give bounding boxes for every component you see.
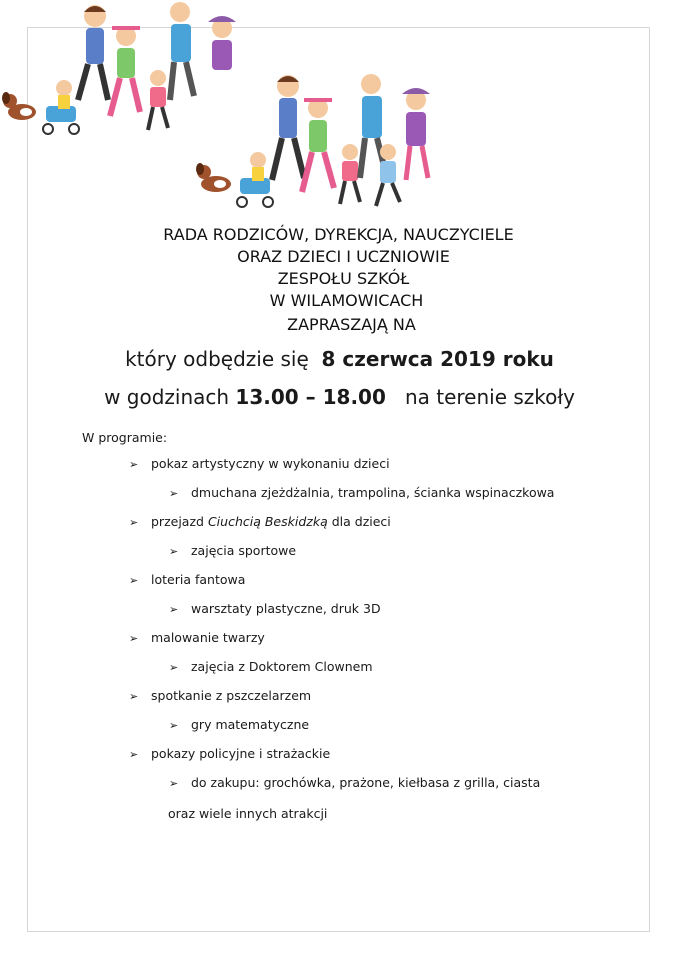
arrowhead-icon: ➢ — [169, 487, 179, 500]
arrowhead-icon: ➢ — [129, 516, 139, 529]
arrowhead-icon: ➢ — [169, 603, 179, 616]
mother-figure — [302, 98, 334, 192]
stroller-icon — [43, 80, 79, 134]
header-line-4: W WILAMOWICACH — [269, 291, 424, 310]
mother-figure — [110, 26, 140, 116]
program-item: ➢ pokazy policyjne i strażackie — [129, 746, 331, 761]
dog-icon — [196, 163, 231, 192]
arrowhead-icon: ➢ — [129, 458, 139, 471]
header-line-2: ORAZ DZIECI I UCZNIOWIE — [237, 247, 450, 266]
header-line-5: ZAPRASZAJĄ NA — [287, 315, 416, 334]
date-prefix: który odbędzie się — [125, 347, 309, 371]
arrowhead-icon: ➢ — [169, 545, 179, 558]
grandmother-figure — [402, 88, 430, 180]
arrowhead-icon: ➢ — [169, 719, 179, 732]
grandmother-figure — [208, 16, 236, 70]
family-running-illustration-center — [188, 70, 448, 215]
girl-figure — [148, 70, 168, 130]
program-item: ➢ warsztaty plastyczne, druk 3D — [169, 601, 381, 616]
arrowhead-icon: ➢ — [169, 661, 179, 674]
arrowhead-icon: ➢ — [169, 777, 179, 790]
program-item: ➢ malowanie twarzy — [129, 630, 265, 645]
arrowhead-icon: ➢ — [129, 690, 139, 703]
arrowhead-icon: ➢ — [129, 574, 139, 587]
program-item: ➢ zajęcia sportowe — [169, 543, 297, 558]
header-line-3: ZESPOŁU SZKÓŁ — [277, 269, 410, 288]
program-item: ➢ dmuchana zjeżdżalnia, trampolina, ścianka wspinaczkowa — [169, 485, 555, 500]
program-item: ➢ pokaz artystyczny w wykonaniu dzieci — [129, 456, 390, 471]
event-date: 8 czerwca 2019 roku — [321, 347, 554, 371]
arrowhead-icon: ➢ — [129, 632, 139, 645]
location-text: na terenie szkoły — [404, 385, 575, 409]
event-date-line — [0, 345, 679, 373]
program-item: ➢ loteria fantowa — [129, 572, 246, 587]
program-item: ➢ gry matematyczne — [169, 717, 310, 732]
program-item: ➢ spotkanie z pszczelarzem — [129, 688, 312, 703]
program-label: W programie: — [82, 430, 168, 445]
program-item: ➢ do zakupu: grochówka, prażone, kiełbasa z grilla, ciasta — [169, 775, 541, 790]
program-item: ➢ zajęcia z Doktorem Clownem — [169, 659, 373, 674]
stroller-icon — [237, 152, 273, 207]
event-time: 13.00 – 18.00 — [235, 385, 386, 409]
arrowhead-icon: ➢ — [129, 748, 139, 761]
program-item: ➢ przejazd Ciuchcią Beskidzką dla dzieci — [129, 514, 391, 529]
father-figure — [78, 5, 108, 100]
event-time-line — [0, 383, 679, 411]
girl-figure — [340, 144, 360, 204]
header-line-1: RADA RODZICÓW, DYREKCJA, NAUCZYCIELE — [163, 225, 514, 244]
closing-text: oraz wiele innych atrakcji — [168, 806, 328, 821]
father-figure — [272, 75, 304, 180]
time-prefix: w godzinach — [104, 385, 230, 409]
dog-icon — [2, 92, 36, 120]
